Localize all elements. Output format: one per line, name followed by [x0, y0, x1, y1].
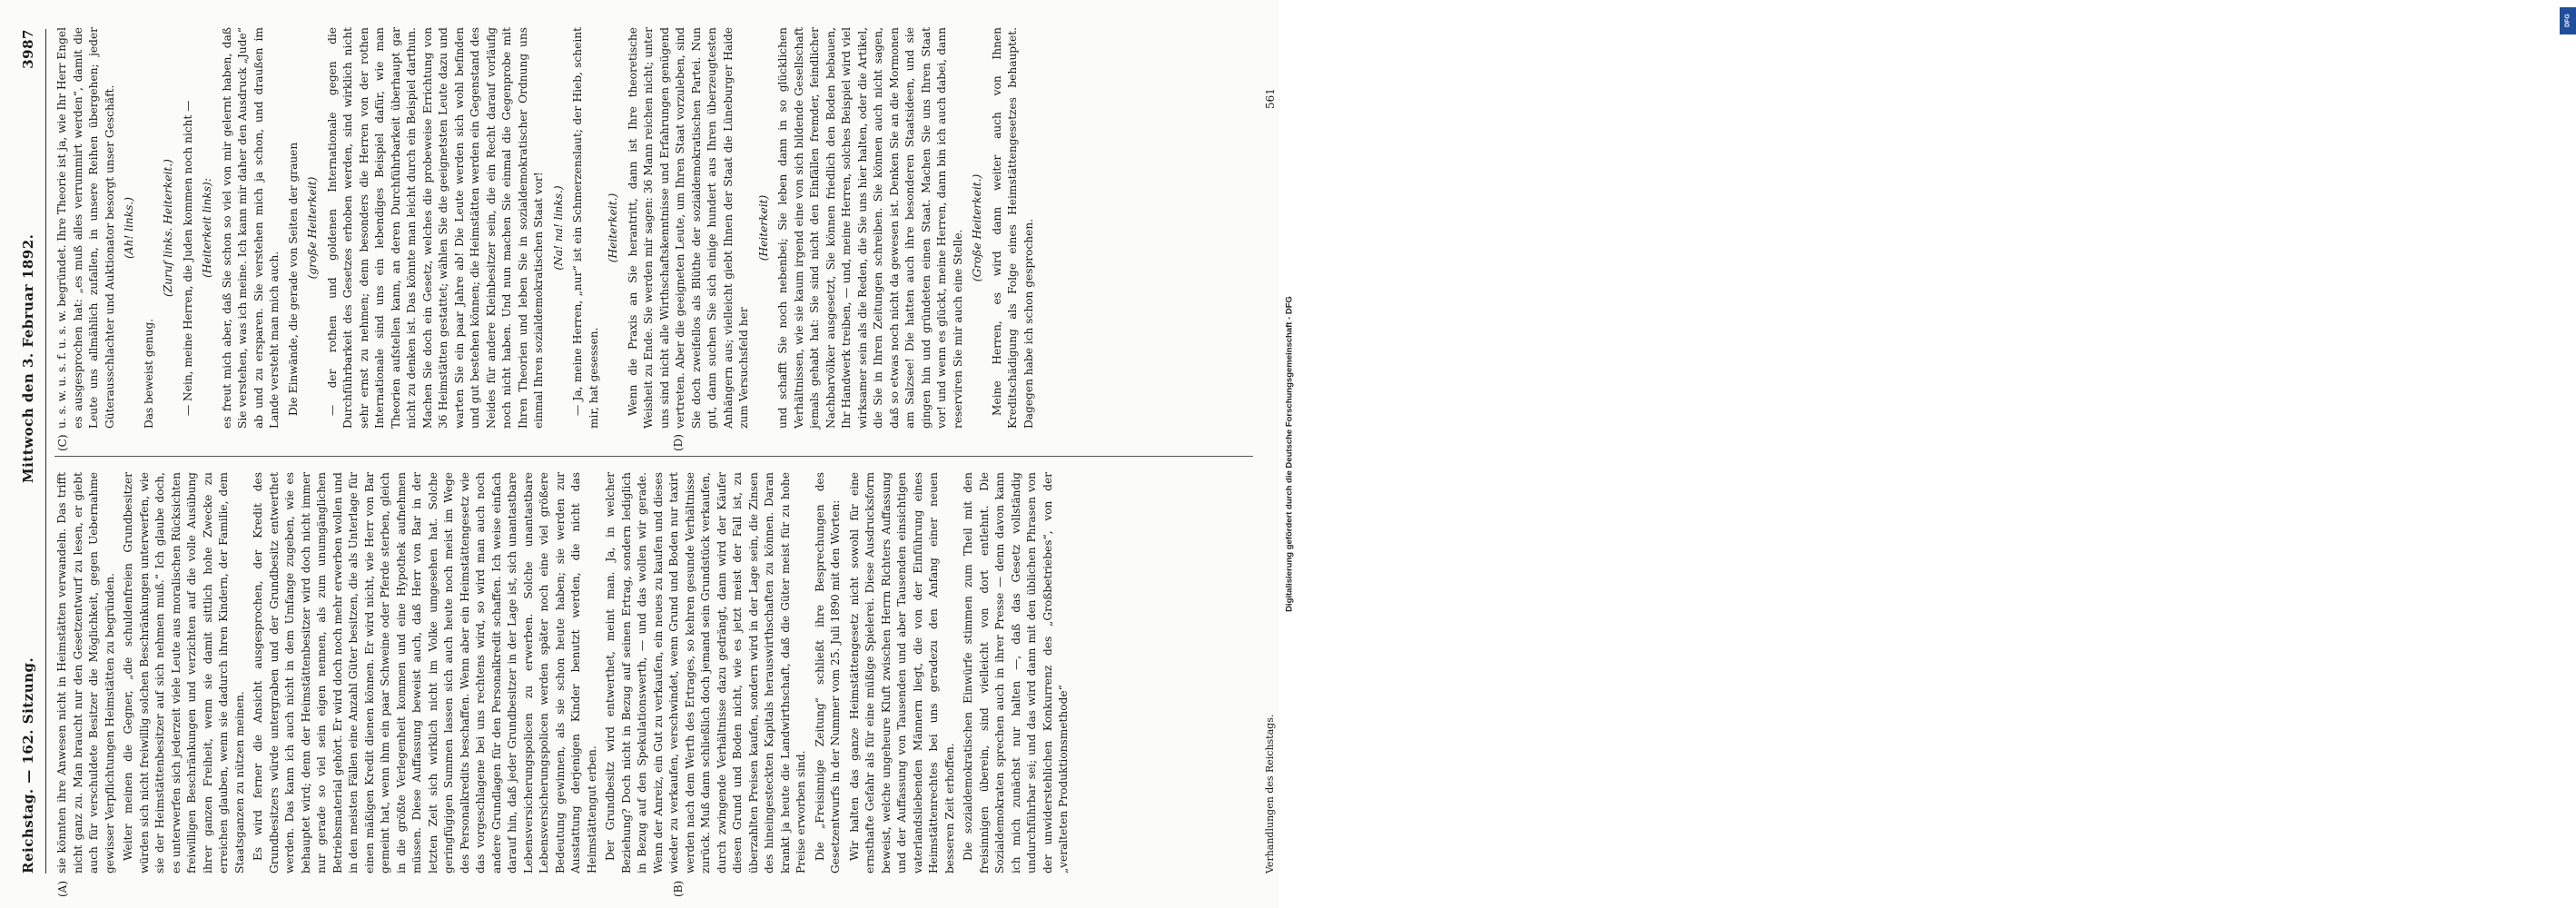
- header-page-number: 3987: [20, 29, 36, 69]
- paragraph: u. s. w. u. s. f. u. s. w. begründet. Ihre Theorie ist ja, wie Ihr Herr Engel es ausgesprochen hat: „es muß alles verrummirt werden“, damit die Leute uns allmählich zufallen, in unsere Reihen übergehen; jeder Güterausschlachter und Auktionator besorgt unser Geschäft.: [55, 27, 116, 429]
- digitization-credit: Digitalisierung gefördert durch die Deutsche Forschungsgemeinschaft - DFG: [1284, 296, 1295, 612]
- margin-marker-d: (D): [672, 434, 685, 451]
- left-column: [54, 472, 1262, 873]
- interjection: (große Heiterkeit): [306, 176, 319, 280]
- paragraph: es freut mich aber, daß Sie schon so viel von mir gelernt haben, daß Sie verstehen, was ich meine. Ich kann mir daher den Ausdruck „Jude“ ab und zu ersparen. Sie verstehen mich ja schon, und draußen im Lande versteht man mich auch.: [220, 27, 281, 429]
- paragraph: Weiter meinen die Gegner, „die schuldenfreien Grundbesitzer würden sich nicht freiwillig solchen Beschränkungen unterwerfen, wie sie der Heimstättenbesitzer auf sich nehmen muß.“ Ich glaube doch, es unterwerfen sich jederzeit viele Leute aus moralischen Rücksichten freiwilligen Beschränkungen und verzichten auf die volle Ausübung ihrer ganzen Freiheit, wenn sie damit sittlich hohe Zwecke zu erreichen glauben, wenn sie dadurch ihren Kindern, der Familie, dem Staatsganzen zu nützen meinen.: [122, 472, 246, 873]
- paragraph: — der rothen und goldenen Internationale gegen die Durchführbarkeit des Gesetzes erhoben werden, sind wirklich nicht sehr ernst zu nehmen; denn besonders die Herren von der rothen Internationale sind uns ein lebendiges Beispiel dafür, wie man Theorien aufstellen kann, an deren Durchführbarkeit überhaupt gar nicht zu denken ist. Das könnte man leicht durch ein Beispiel darthun. Machen Sie doch ein Gesetz, welches die probeweise Errichtung von 36 Heimstätten gestattet; wählen Sie die geeignetsten Leute dazu und warten Sie ein paar Jahre ab! Die Leute werden sich wohl befinden und gut bestehen können; die Heimstätten werden ein Gegenstand des Neides für andere Kleinbesitzer sein, die ein Recht darauf vorläufig noch nicht haben. Und nun machen Sie einmal die Gegenprobe mit Ihren Theorien und leben Sie in sozialdemokratischer Ordnung uns einmal Ihren sozialdemokratischen Staat vor!: [325, 27, 545, 429]
- interjection: (Ah! links.): [123, 196, 135, 260]
- interjection: (Große Heiterkeit.): [971, 173, 983, 282]
- paragraph: Die sozialdemokratischen Einwürfe stimmen zum Theil mit den freisinnigen überein, sind vielleicht von dort entlehnt. Die Sozialdemokraten sprechen auch in ihrer Presse — denn davon kann ich mich zunächst nur halten —, daß das Gesetz vollständig undurchführbar sei; und das wird dann mit den üblichen Phrasen von der unwiderstehlichen Konkurrenz des „Großbetriebes“, von der „veralteten Produktionsmethode“: [962, 472, 1070, 873]
- header-date: Mittwoch den 3. Februar 1892.: [20, 233, 36, 483]
- paragraph: Die Einwände, die gerade von Seiten der grauen: [286, 142, 300, 416]
- paragraph: und schafft Sie noch nebenbei; Sie leben dann in so glücklichen Verhältnissen, wie sie kaum irgend eine von sich bildende Gesellschaft jemals gehabt hat: Sie sind nicht den Einfällen fremder, feindlicher Nachbarvölker ausgesetzt, Sie können friedlich den Boden bebauen, Ihr Handwerk treiben, — und, meine Herren, solches Beispiel wird viel wirksamer sein als die Reden, die Sie uns hier halten, oder die Artikel, die Sie in Ihren Zeitungen schreiben. Sie können auch nicht sagen, daß so etwas noch nicht da gewesen ist. Denken Sie an die Mormonen am Salzsee! Die hatten auch ihre besonderen Staatsideen, und sie gingen hin und gründeten einen Staat. Machen Sie uns Ihren Staat vor! und wenn es glückt, meine Herren, dann bin ich auch dabei, dann reserviren Sie mir auch eine Stelle.: [776, 27, 964, 429]
- paragraph: Das beweist genug.: [142, 318, 155, 429]
- paragraph: Die „Freisinnige Zeitung“ schließt ihre Besprechungen des Gesetzentwurfs in der Nummer vom 25. Juli 1890 mit den Worten:: [813, 472, 842, 873]
- interjection: (Heiterkeit links):: [201, 178, 213, 278]
- paragraph: Es wird ferner die Ansicht ausgesprochen, der Kredit des Grundbesitzers würde untergraben und der Grundbesitz entwerthet werden. Das kann ich auch nicht in dem Umfange zugeben, wie es behauptet wird; denn der Heimstättenbesitzer wird doch nicht immer nur gerade so viel sein eigen nennen, als zum unumgänglichen Betriebsmaterial gehört. Er wird doch noch mehr erwerben wollen und in den meisten Fällen eine Anzahl Güter besitzen, die als Unterlage für einen mäßigen Kredit dienen können. Er wird nicht, wie Herr von Bar gemeint hat, wenn ihm ein paar Schweine oder Pferde sterben, gleich in die größte Verlegenheit kommen und eine Hypothek aufnehmen müssen. Diese Auffassung beweist auch, daß Herr von Bar in der letzten Zeit sich wirklich nicht im Volke umgesehen hat. Solche geringfügigen Summen lassen sich auch heute noch meist im Wege des Personalkredits beschaffen. Wenn aber ein Heimstättengesetz wie das vorgeschlagene bei uns rechtens wird, so wird man auch noch andere Grundlagen für den Personalkredit schaffen. Ich weise einfach darauf hin, daß jeder Grundbesitzer in der Lage ist, sich unantastbare Lebensversicherungspolicen zu erwerben. Solche unantastbare Lebensversicherungspolicen werden später noch eine viel größere Bedeutung gewinnen, als sie schon heute haben; sie werden zur Ausstattung derjenigen Kinder benutzt werden, die nicht das Heimstättengut erben.: [252, 472, 598, 873]
- page-header: [13, 29, 44, 873]
- header-rule: [45, 29, 46, 873]
- paragraph: Wir halten das ganze Heimstättengesetz nicht sowohl für eine ernsthafte Gefahr als für eine müßige Spielerei. Diese Ausdrucksform beweist, welche ungeheure Kluft zwischen Herrn Richters Auffassung und der Auffassung von Tausenden und aber Tausenden einsichtigen vaterlandsliebenden Männern liegt, die von der Einführung eines Heimstättenrechtes bei uns geradezu den Anfang einer neuen besseren Zeit erhoffen.: [847, 472, 956, 873]
- interjection: (Na! na! links.): [551, 185, 565, 271]
- footer-source: Verhandlungen des Reichstags.: [1264, 714, 1276, 873]
- interjection: (Heiterkeit.): [607, 192, 619, 263]
- footer-page-number: 561: [1264, 88, 1277, 109]
- margin-marker-a: (A): [56, 880, 69, 897]
- column-divider: [54, 456, 1253, 457]
- interjection: (Zuruf links. Heiterkeit.): [162, 159, 174, 297]
- paragraph: — Nein, meine Herren, die Juden kommen noch nicht —: [181, 100, 194, 416]
- paragraph: Meine Herren, es wird dann weiter auch von Ihnen Kreditschädigung als Folge eines Heimstättengesetzes behauptet. Dagegen habe ich schon gesprochen.: [990, 27, 1035, 429]
- right-column: [54, 27, 1262, 429]
- interjection: (Heiterkeit): [756, 194, 770, 262]
- paragraph: sie könnten ihre Anwesen nicht in Heimstätten verwandeln. Das trifft nicht ganz zu. Man braucht nur den Gesetzentwurf zu lesen, er giebt auch für verschuldete Besitzer die Möglichkeit, gegen Uebernahme gewisser Verpflichtungen Heimstätten zu begründen.: [55, 472, 116, 873]
- paragraph: Der Grundbesitz wird entwerthet, meint man. Ja, in welcher Beziehung? Doch nicht in Bezug auf seinen Ertrag, sondern lediglich in Bezug auf den Spekulationswerth, — und das wollen wir gerade. Wenn der Anreiz, ein Gut zu verkaufen, ein neues zu kaufen und dieses wieder zu verkaufen, verschwindet, wenn Grund und Boden nur taxirt werden nach dem Werth des Ertrages, so kehren gesunde Verhältnisse zurück. Muß dann schließlich doch jemand sein Grundstück verkaufen, durch zwingende Verhältnisse dazu gedrängt, dann wird der Käufer diesen Grund und Boden nicht, wie es jetzt meist der Fall ist, zu überzahlten Preisen kaufen, sondern wird in der Lage sein, die Zinsen des hineingesteckten Kapitals herauswirthschaften zu können. Daran krankt ja heute die Landwirthschaft, daß die Güter meist für zu hohe Preise erworben sind.: [604, 472, 807, 873]
- paragraph: — Ja, meine Herren, „nur“ ist ein Schmerzenslaut; der Hieb, scheint mir, hat gesessen.: [571, 27, 600, 429]
- margin-marker-b: (B): [672, 880, 685, 897]
- header-session: Reichstag. — 162. Sitzung.: [20, 656, 36, 873]
- margin-marker-c: (C): [56, 434, 69, 451]
- paragraph: Wenn die Praxis an Sie herantritt, dann ist Ihre theoretische Weisheit zu Ende. Sie werden mir sagen: 36 Mann reichen nicht; unter uns sind nicht alle Wirthschaftskenntnisse und Erfahrungen genügend vertreten. Aber die geeigneten Leute, um Ihren Staat vorzuleben, sind Sie doch zweifellos als Blüthe der sozialdemokratischen Partei. Nun gut, dann suchen Sie sich einige hundert aus Ihren überzeugtesten Anhängern aus; vielleicht giebt Ihnen der Staat die Lüneburger Haide zum Versuchsfeld her: [626, 27, 750, 429]
- dfg-logo-icon: DFG: [2560, 7, 2576, 35]
